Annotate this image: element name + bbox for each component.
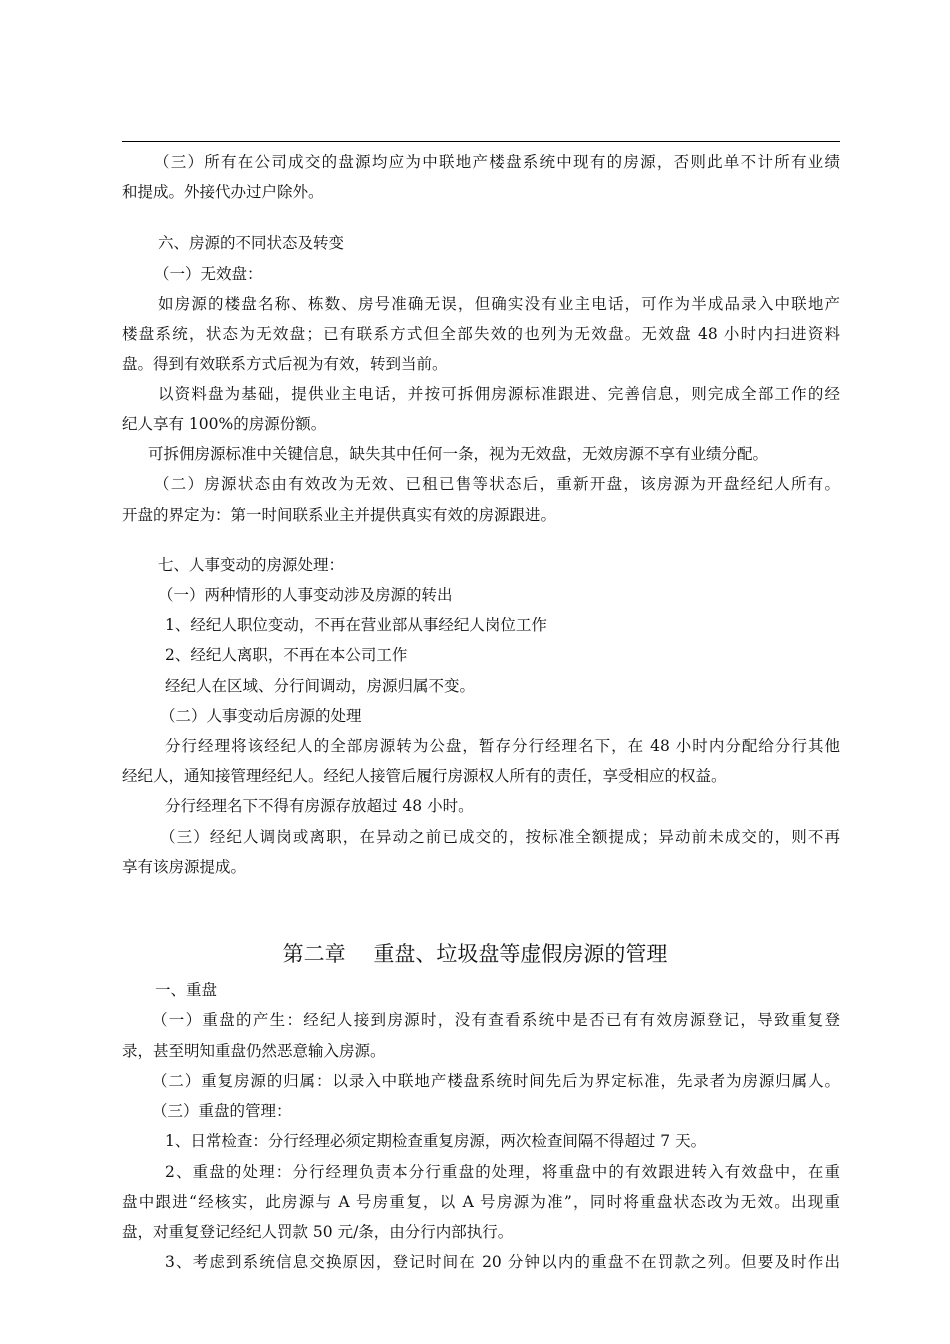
paragraph-line: （二）房源状态由有效改为无效、已租已售等状态后，重新开盘，该房源为开盘经纪人所有。 [154,475,840,493]
paragraph-line: 楼盘系统，状态为无效盘；已有联系方式但全部失效的也列为无效盘。无效盘 48 小时内扫进资料 [122,325,840,343]
list-item: 2、重盘的处理：分行经理负责本分行重盘的处理，将重盘中的有效跟进转入有效盘中，在重 [165,1163,840,1181]
paragraph-line: 如房源的楼盘名称、栋数、房号准确无误，但确实没有业主电话，可作为半成品录入中联地产 [158,295,840,313]
section-heading: 六、房源的不同状态及转变 [158,234,345,252]
paragraph-line: 分行经理名下不得有房源存放超过 48 小时。 [165,797,474,815]
paragraph-line: 盘，对重复登记经纪人罚款 50 元/条，由分行内部执行。 [122,1223,514,1241]
header-rule [122,141,840,142]
paragraph-line: （一）重盘的产生：经纪人接到房源时，没有查看系统中是否已有有效房源登记，导致重复登 [152,1011,840,1029]
paragraph-line: （三）经纪人调岗或离职，在异动之前已成交的，按标准全额提成；异动前未成交的，则不再 [160,828,840,846]
list-item: 3、考虑到系统信息交换原因，登记时间在 20 分钟以内的重盘不在罚款之列。但要及时作出 [165,1253,840,1271]
subsection-heading: （一）无效盘： [154,265,263,283]
paragraph-line: 和提成。外接代办过户除外。 [122,183,324,201]
paragraph-line: 以资料盘为基础，提供业主电话，并按可拆佣房源标准跟进、完善信息，则完成全部工作的经 [158,385,840,403]
list-item: 2、经纪人离职，不再在本公司工作 [165,646,408,664]
paragraph-line: 经纪人，通知接管理经纪人。经纪人接管后履行房源权人所有的责任，享受相应的权益。 [122,767,727,785]
paragraph-line: 可拆佣房源标准中关键信息，缺失其中任何一条，视为无效盘，无效房源不享有业绩分配。 [148,445,769,463]
paragraph-line: 盘中跟进“经核实，此房源与 A 号房重复，以 A 号房源为准”，同时将重盘状态改为无效。出现重 [122,1193,840,1211]
list-item: 1、经纪人职位变动，不再在营业部从事经纪人岗位工作 [165,616,547,634]
paragraph-line: 开盘的界定为：第一时间联系业主并提供真实有效的房源跟进。 [122,506,557,524]
chapter-title: 第二章 重盘、垃圾盘等虚假房源的管理 [282,942,668,966]
paragraph-line: 享有该房源提成。 [122,858,247,876]
paragraph-line: （二）重复房源的归属：以录入中联地产楼盘系统时间先后为界定标准，先录者为房源归属人。 [152,1072,840,1090]
subsection-heading: （三）重盘的管理： [152,1102,292,1120]
list-item: 1、日常检查：分行经理必须定期检查重复房源，两次检查间隔不得超过 7 天。 [165,1132,707,1150]
paragraph-line: 盘。得到有效联系方式后视为有效，转到当前。 [122,355,448,373]
subsection-heading: （一）两种情形的人事变动涉及房源的转出 [158,586,453,604]
section-heading: 一、重盘 [155,981,218,999]
section-heading: 七、人事变动的房源处理： [158,556,345,574]
paragraph-line: （三）所有在公司成交的盘源均应为中联地产楼盘系统中现有的房源，否则此单不计所有业绩 [154,153,840,171]
paragraph-line: 录，甚至明知重盘仍然恶意输入房源。 [122,1042,386,1060]
paragraph-line: 纪人享有 100%的房源份额。 [122,415,327,433]
paragraph-line: 分行经理将该经纪人的全部房源转为公盘，暂存分行经理名下，在 48 小时内分配给分行其他 [165,737,840,755]
paragraph-line: 经纪人在区域、分行间调动，房源归属不变。 [165,677,476,695]
subsection-heading: （二）人事变动后房源的处理 [160,707,362,725]
